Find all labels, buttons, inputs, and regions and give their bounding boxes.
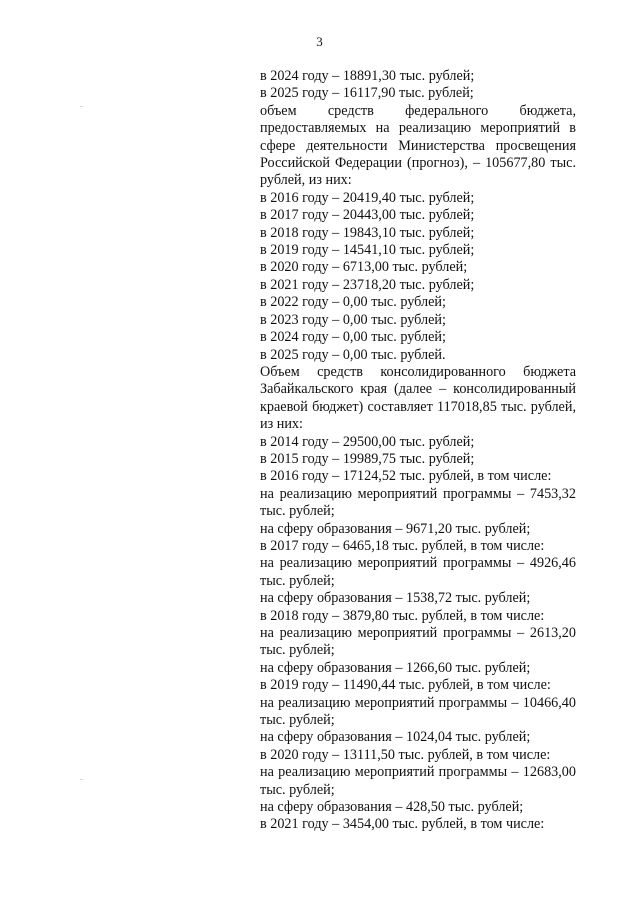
text-line: Объем средств консолидированного бюджета bbox=[260, 363, 576, 380]
text-line: в 2019 году – 11490,44 тыс. рублей, в том числе: bbox=[260, 677, 551, 694]
text-line: в 2016 году – 20419,40 тыс. рублей; bbox=[260, 189, 475, 206]
text-line: из них: bbox=[260, 416, 303, 433]
scan-mark bbox=[80, 106, 83, 107]
text-line: в 2024 году – 0,00 тыс. рублей; bbox=[260, 329, 446, 346]
text-line: в 2015 году – 19989,75 тыс. рублей; bbox=[260, 450, 475, 467]
text-line: в 2023 году – 0,00 тыс. рублей; bbox=[260, 311, 446, 328]
text-line: в 2017 году – 6465,18 тыс. рублей, в том числе: bbox=[260, 537, 545, 554]
text-line: на сферу образования – 428,50 тыс. рублей; bbox=[260, 799, 524, 816]
text-line: на реализацию мероприятий программы – 4926,46 bbox=[260, 555, 576, 572]
text-line: на реализацию мероприятий программы – 10466,40 bbox=[260, 694, 576, 711]
text-line: на реализацию мероприятий программы – 7453,32 bbox=[260, 485, 576, 502]
text-line: в 2021 году – 3454,00 тыс. рублей, в том числе: bbox=[260, 816, 545, 833]
page-number: 3 bbox=[316, 34, 323, 49]
text-line: в 2016 году – 17124,52 тыс. рублей, в том числе: bbox=[260, 468, 552, 485]
text-line: на сферу образования – 1266,60 тыс. рублей; bbox=[260, 659, 531, 676]
text-line: в 2024 году – 18891,30 тыс. рублей; bbox=[260, 68, 475, 84]
text-line: в 2025 году – 16117,90 тыс. рублей; bbox=[260, 85, 474, 102]
text-line: в 2018 году – 3879,80 тыс. рублей, в том числе: bbox=[260, 607, 545, 624]
text-line: Российской Федерации (прогноз), – 105677,80 тыс. bbox=[260, 155, 576, 172]
text-line: на сферу образования – 1024,04 тыс. рублей; bbox=[260, 729, 531, 746]
text-line: в 2020 году – 6713,00 тыс. рублей; bbox=[260, 259, 468, 276]
text-line: предоставляемых на реализацию мероприятий в bbox=[260, 120, 576, 137]
text-line: в 2017 году – 20443,00 тыс. рублей; bbox=[260, 207, 475, 224]
text-line: в 2022 году – 0,00 тыс. рублей; bbox=[260, 294, 446, 311]
text-line: краевой бюджет) составляет 117018,85 тыс. рублей, bbox=[260, 398, 576, 415]
scan-mark bbox=[80, 779, 83, 780]
text-line: в 2020 году – 13111,50 тыс. рублей, в том числе: bbox=[260, 746, 551, 763]
text-line: рублей, из них: bbox=[260, 172, 352, 189]
text-line: в 2014 году – 29500,00 тыс. рублей; bbox=[260, 433, 475, 450]
text-line: тыс. рублей; bbox=[260, 572, 335, 589]
text-line: тыс. рублей; bbox=[260, 642, 335, 659]
document-body bbox=[260, 68, 576, 834]
text-line: в 2025 году – 0,00 тыс. рублей. bbox=[260, 346, 446, 363]
text-line: тыс. рублей; bbox=[260, 781, 335, 798]
text-line: тыс. рублей; bbox=[260, 503, 335, 520]
text-line: объем средств федерального бюджета, bbox=[260, 102, 576, 119]
text-line: в 2019 году – 14541,10 тыс. рублей; bbox=[260, 242, 475, 259]
text-line: на реализацию мероприятий программы – 2613,20 bbox=[260, 625, 576, 641]
text-line: тыс. рублей; bbox=[260, 712, 335, 729]
text-line: сфере деятельности Министерства просвещения bbox=[260, 137, 576, 154]
text-line: на реализацию мероприятий программы – 12683,00 bbox=[260, 764, 576, 781]
text-line: в 2021 году – 23718,20 тыс. рублей; bbox=[260, 276, 475, 293]
text-line: на сферу образования – 9671,20 тыс. рублей; bbox=[260, 520, 531, 537]
text-line: Забайкальского края (далее – консолидированный bbox=[260, 381, 576, 398]
text-line: в 2018 году – 19843,10 тыс. рублей; bbox=[260, 224, 475, 241]
text-line: на сферу образования – 1538,72 тыс. рублей; bbox=[260, 590, 531, 607]
